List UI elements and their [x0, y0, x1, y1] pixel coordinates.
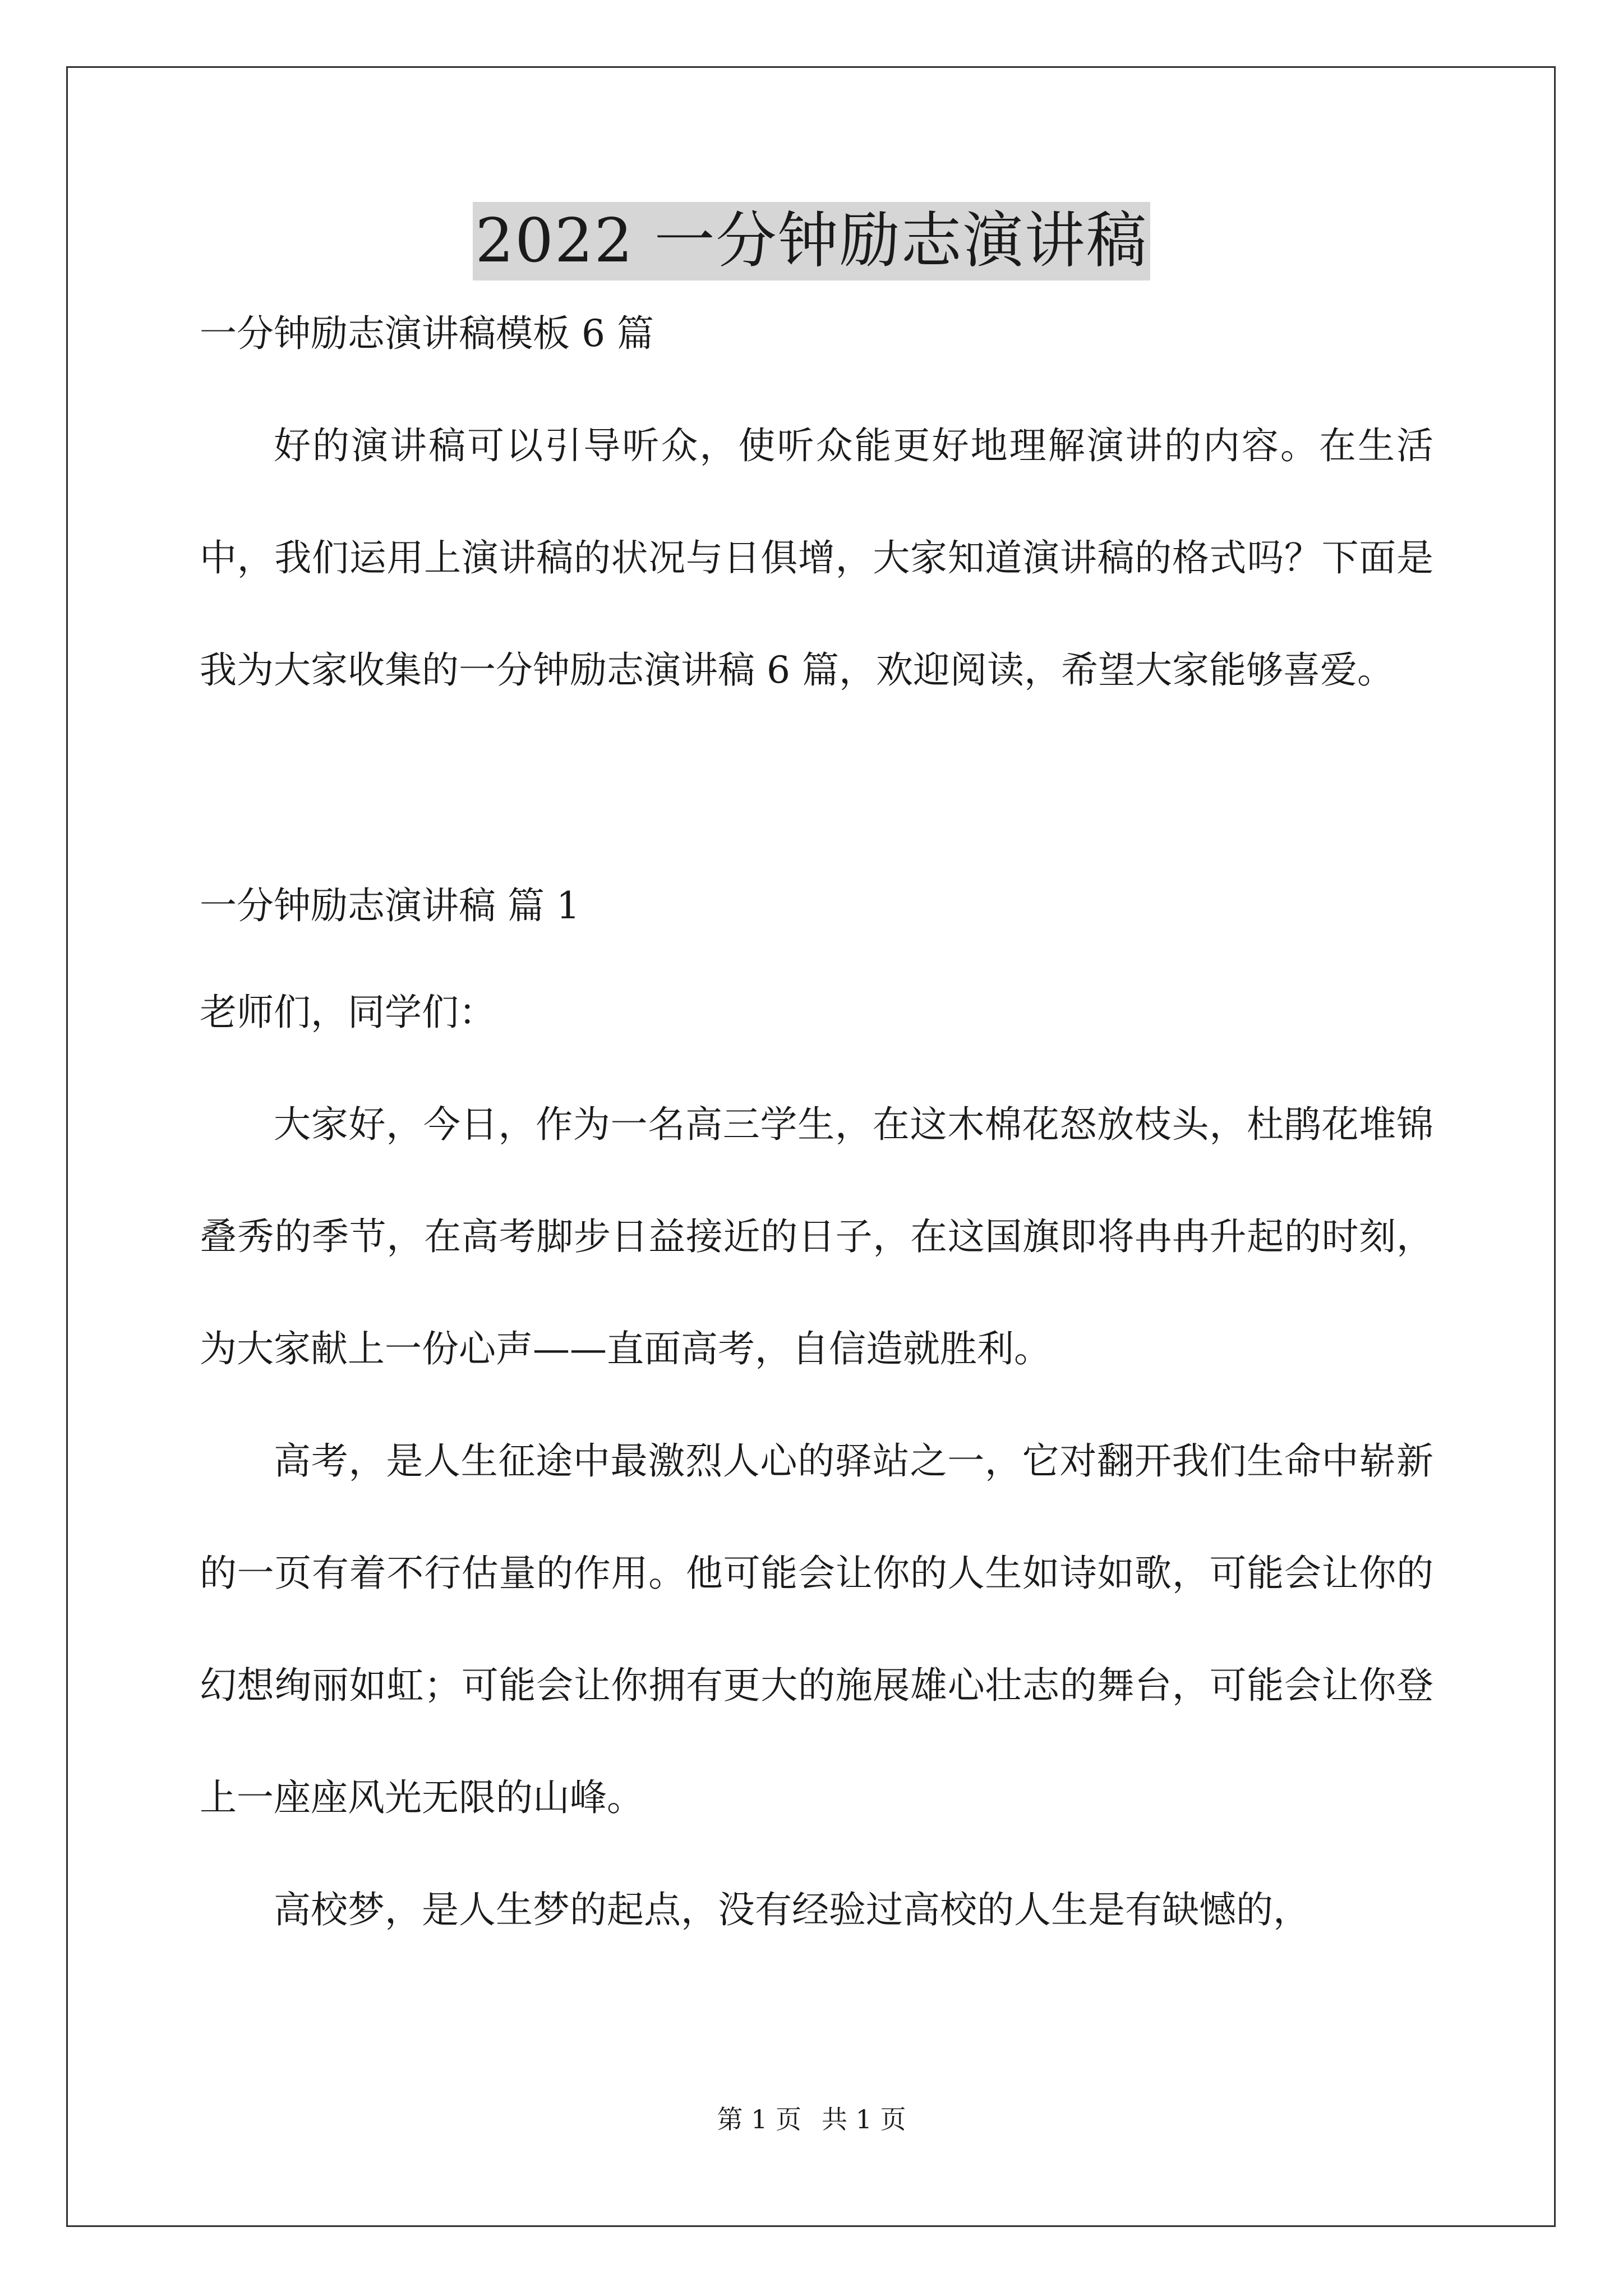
document-title	[473, 202, 1150, 280]
title-container	[0, 202, 1623, 280]
title-text: 一分钟励志演讲稿	[654, 206, 1148, 276]
page-total: 共 1 页	[822, 2104, 906, 2134]
title-year: 2022	[475, 206, 654, 276]
page-footer	[0, 2102, 1623, 2136]
greeting: 老师们，同学们：	[200, 991, 496, 1034]
body-paragraph-3: 高校梦，是人生梦的起点，没有经验过高校的人生是有缺憾的，	[274, 1888, 1310, 1931]
document-body	[200, 311, 1433, 1966]
subtitle: 一分钟励志演讲稿模板 6 篇	[200, 312, 654, 355]
body-paragraph-1: 大家好，今日，作为一名高三学生，在这木棉花怒放枝头，杜鹃花堆锦叠秀的季节，在高考脚步日益接近的日子，在这国旗即将冉冉升起的时刻，为大家献上一份心声——直面高考，自信造就胜利。	[200, 1103, 1433, 1370]
section-heading: 一分钟励志演讲稿 篇 1	[200, 884, 580, 927]
body-paragraph-2: 高考，是人生征途中最激烈人心的驿站之一，它对翻开我们生命中崭新的一页有着不行估量的作用。他可能会让你的人生如诗如歌，可能会让你的幻想绚丽如虹；可能会让你拥有更大的施展雄心壮志的舞台，可能会让你登上一座座风光无限的山峰。	[200, 1439, 1433, 1819]
intro-paragraph: 好的演讲稿可以引导听众，使听众能更好地理解演讲的内容。在生活中，我们运用上演讲稿的状况与日俱增，大家知道演讲稿的格式吗？下面是我为大家收集的一分钟励志演讲稿 6 篇，欢迎阅读，希望大家能够喜爱。	[200, 424, 1433, 692]
page-number: 第 1 页	[717, 2104, 801, 2134]
